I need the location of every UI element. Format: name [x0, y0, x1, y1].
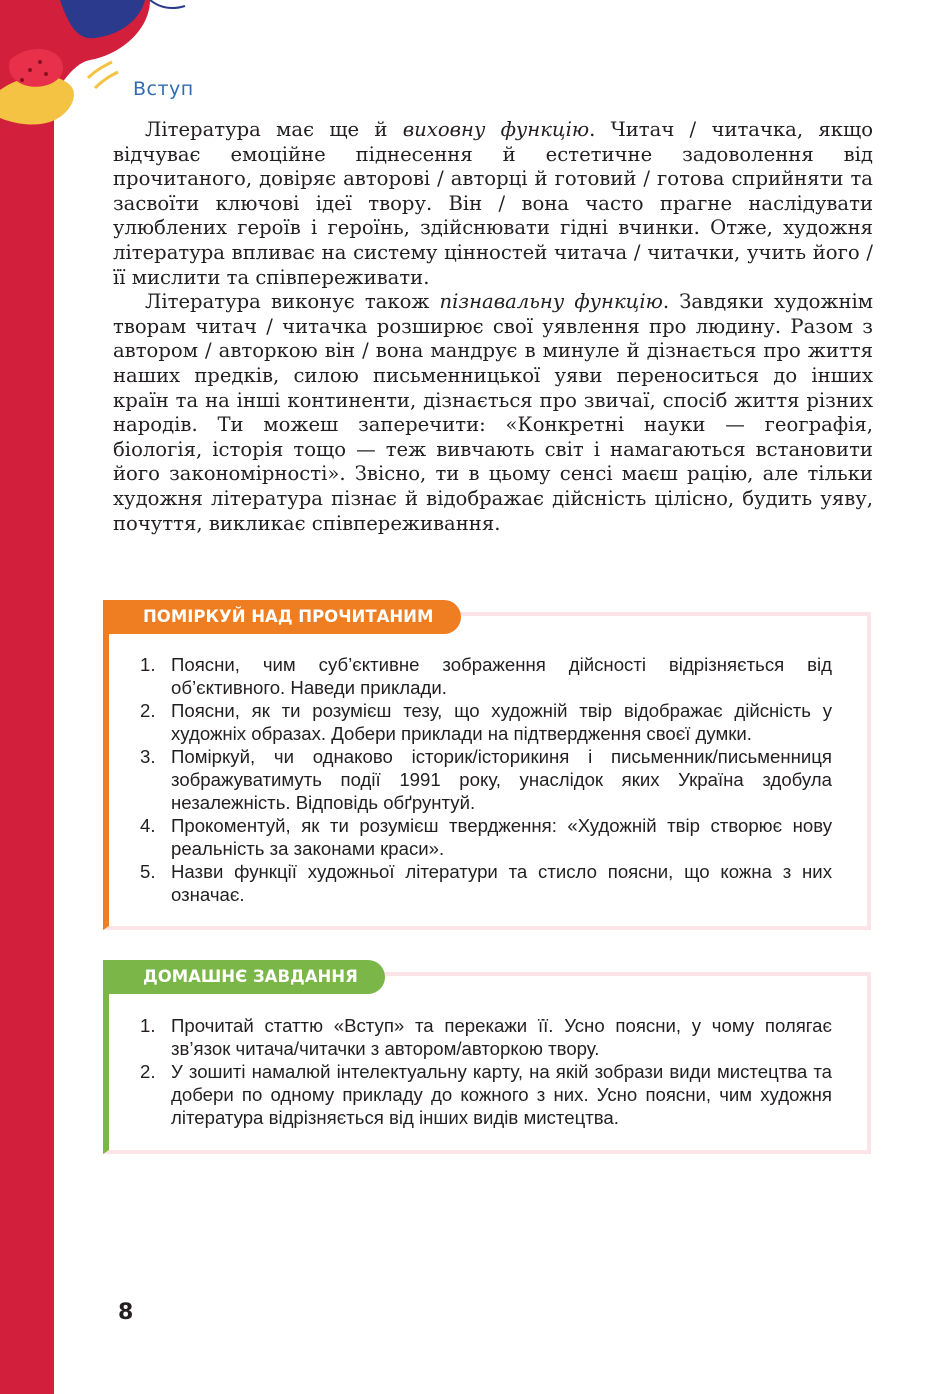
homework-task-list [140, 1014, 832, 1129]
section-label: Вступ [133, 78, 194, 100]
list-item: 4. Прокоментуй, як ти розумієш твердження: «Художній твір створює нову реальність за законами краси». [140, 815, 832, 859]
page-number: 8 [118, 1300, 134, 1325]
left-page-stripe [0, 0, 54, 1394]
reflect-box-title: ПОМІРКУЙ НАД ПРОЧИТАНИМ [103, 600, 461, 634]
homework-box-title: ДОМАШНЄ ЗАВДАННЯ [103, 960, 385, 994]
list-item: 1. Поясни, чим суб’єктивне зображення дійсності відрізняється від об’єктивного. Наведи приклади. [140, 654, 832, 698]
list-item: 5. Назви функції художньої літератури та стисло поясни, що кожна з них означає. [140, 861, 832, 905]
reflect-task-list [140, 653, 832, 906]
list-item: 2. Поясни, як ти розумієш тезу, що художній твір відображає дійсність у художніх образах. Добери приклади на підтвердження своєї думки. [140, 700, 832, 744]
list-item: 1. Прочитай статтю «Вступ» та перекажи її. Усно поясни, у чому полягає зв’язок читача/читачки з автором/авторкою твору. [140, 1015, 832, 1059]
emphasis: виховну функцію [402, 118, 590, 141]
list-item: 2. У зошиті намалюй інтелектуальну карту, на якій зобрази види мистецтва та добери по одному прикладу до кожного з них. Усно поясни, чим художня література відрізняється від інших видів мистецтва. [140, 1061, 832, 1128]
list-item: 3. Поміркуй, чи однаково історик/історикиня і письменник/письменниця зображуватимуть події 1991 року, унаслідок яких Україна здобула незалежність. Відповідь обґрунтуй. [140, 746, 832, 813]
main-text [113, 118, 873, 536]
paragraph-cognitive: Література виконує також пізнавальну функцію. Завдяки художнім творам читач / читачка розширює свої уявлення про людину. Разом з автором / авторкою він / вона мандрує в минуле й дізнається про життя наших предків, силою письменницької уяви переноситься до інших країн та на інші континенти, дізнається про звичаї, спосіб життя різних народів. Ти можеш заперечити: «Конкретні науки — географія, біологія, історія тощо — теж вивчають світ і намагаються встановити його закономірності». Звісно, ти в цьому сенсі маєш рацію, але тільки художня література пізнає й відображає дійсність цілісно, будить уяву, почуття, викликає співпереживання. [113, 290, 874, 535]
emphasis: пізнавальну функцію [439, 290, 663, 314]
paragraph-education: Література має ще й виховну функцію. Читач / читачка, якщо відчуває емоційне піднесення й естетичне задоволення від прочитаного, довіряє авторові / авторці й готовий / готова сприйняти та засвоїти ключові ідеї твору. Він / вона часто прагне наслідувати улюблених героїв і героїнь, здійснювати гідні вчинки. Отже, художня література впливає на систему цінностей читача / читачки, учить його / її мислити та співпереживати. [113, 118, 873, 289]
